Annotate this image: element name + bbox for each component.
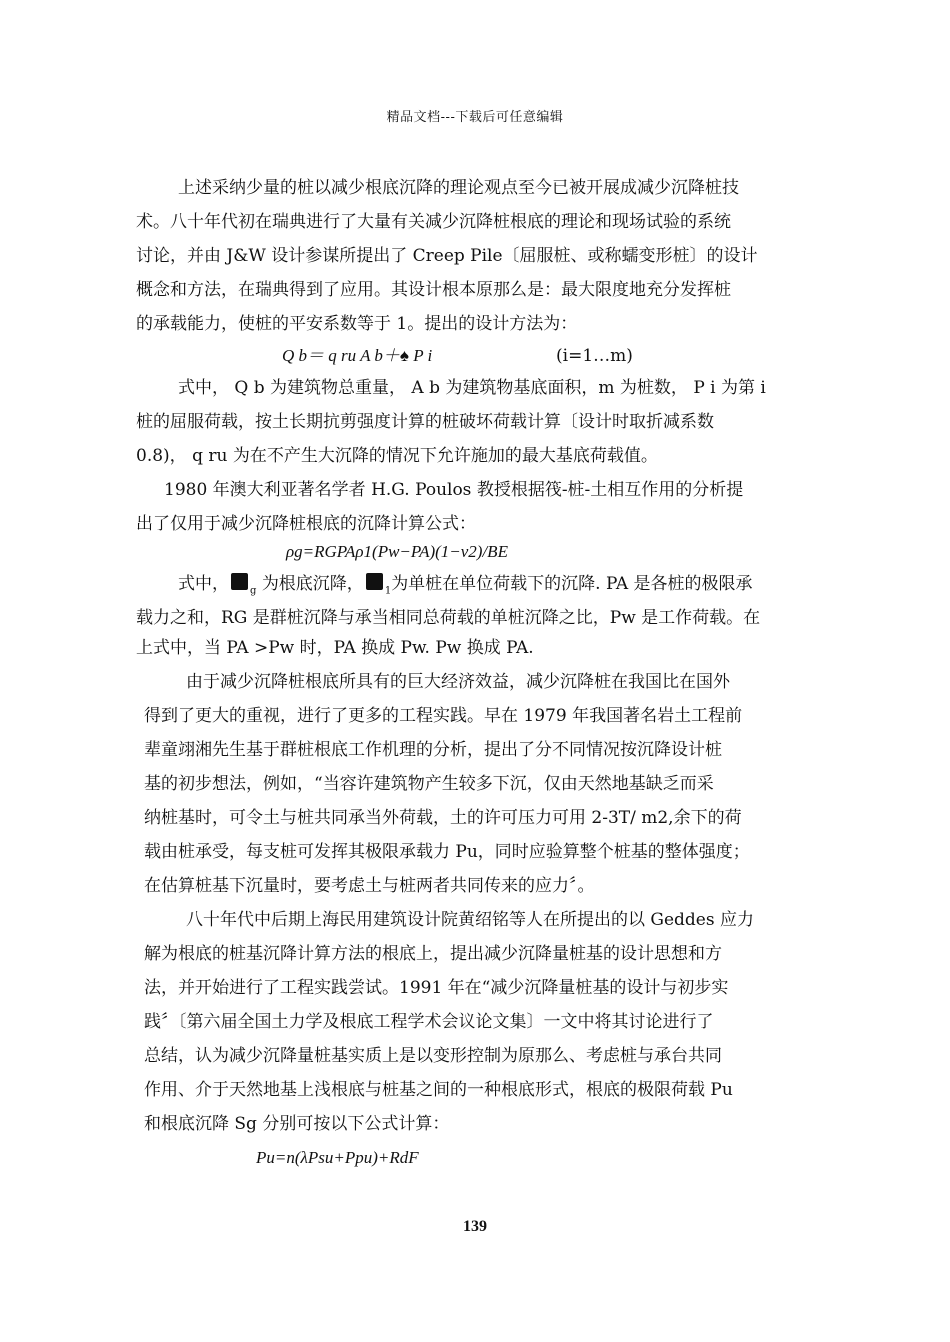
text-line: 出了仅用于减少沉降桩根底的沉降计算公式： [136, 514, 476, 534]
text-line: 由于减少沉降桩根底所具有的巨大经济效益，减少沉降桩在我国比在国外 [186, 672, 730, 692]
text-line: 术。八十年代初在瑞典进行了大量有关减少沉降桩根底的理论和现场试验的系统 [136, 212, 731, 232]
page-header: 精品文档---下载后可任意编辑 [386, 110, 564, 125]
formula-range: (i=1…m) [556, 346, 633, 366]
symbol-box-icon [366, 573, 383, 590]
text-segment: 为根底沉降， [261, 574, 364, 594]
symbol-box-icon [231, 573, 248, 590]
page-number: 139 [463, 1218, 487, 1235]
text-line: 在估算桩基下沉量时，要考虑土与桩两者共同传来的应力〞。 [144, 876, 595, 896]
text-line: 上述采纳少量的桩以减少根底沉降的理论观点至今已被开展成减少沉降桩技 [178, 178, 739, 198]
formula-creep-pile: Q b＝ q ru A b＋♠ P i [282, 346, 433, 365]
text-line: 作用、介于天然地基上浅根底与桩基之间的一种根底形式，根底的极限荷载 Pu [144, 1080, 733, 1100]
formula-poulos: ρg=RGPAρ1(Pw−PA)(1−ν2)/BE [286, 542, 508, 561]
text-line: 讨论，并由 J&W 设计参谋所提出了 Creep Pile〔屈服桩、或称蠕变形桩〕的设计 [136, 246, 758, 266]
text-line: 载力之和，RG 是群桩沉降与承当相同总荷载的单桩沉降之比，Pw 是工作荷载。在 [136, 608, 761, 628]
text-line: 载由桩承受，每支桩可发挥其极限承载力 Pu，同时应验算整个桩基的整体强度； [144, 842, 750, 862]
formula-ultimate-load: Pu=n(λPsu+Ppu)+RdF [256, 1148, 419, 1167]
text-line: 解为根底的桩基沉降计算方法的根底上，提出减少沉降量桩基的设计思想和方 [144, 944, 722, 964]
text-line: 和根底沉降 Sg 分别可按以下公式计算： [144, 1114, 450, 1134]
text-segment: 为单桩在单位荷载下的沉降. PA 是各桩的极限承 [391, 574, 753, 594]
text-line: 基的初步想法，例如，“当容许建筑物产生较多下沉，仅由天然地基缺乏而采 [144, 774, 714, 794]
text-lead: 式中， [178, 574, 229, 594]
text-line: 上式中，当 PA >Pw 时，PA 换成 Pw. Pw 换成 PA. [136, 638, 534, 658]
text-line: 式中， Q b 为建筑物总重量， A b 为建筑物基底面积，m 为桩数， P i 为第 i [178, 378, 766, 398]
text-line: 0.8)， q ru 为在不产生大沉降的情况下允许施加的最大基底荷载值。 [136, 446, 658, 466]
text-line: 得到了更大的重视，进行了更多的工程实践。早在 1979 年我国著名岩土工程前 [144, 706, 743, 726]
text-line: 法，并开始进行了工程实践尝试。1991 年在“减少沉降量桩基的设计与初步实 [144, 978, 729, 998]
text-line: 式中， $_g$ 为根底沉降， $_1$为单桩在单位荷载下的沉降. PA 是各桩的极限承 [178, 574, 753, 597]
text-line: 践〞〔第六届全国土力学及根底工程学术会议论文集〕一文中将其讨论进行了 [144, 1012, 714, 1032]
text-line: 桩的屈服荷载，按土长期抗剪强度计算的桩破坏荷载计算〔设计时取折减系数 [136, 412, 714, 432]
text-line: 辈童翊湘先生基于群桩根底工作机理的分析，提出了分不同情况按沉降设计桩 [144, 740, 722, 760]
text-line: 概念和方法，在瑞典得到了应用。其设计根本原那么是：最大限度地充分发挥桩 [136, 280, 731, 300]
text-line: 的承载能力，使桩的平安系数等于 1。提出的设计方法为： [136, 314, 578, 334]
text-line: 八十年代中后期上海民用建筑设计院黄绍铭等人在所提出的以 Geddes 应力 [186, 910, 754, 930]
text-line: 总结，认为减少沉降量桩基实质上是以变形控制为原那么、考虑桩与承台共同 [144, 1046, 722, 1066]
text-line: 纳桩基时，可令土与桩共同承当外荷载，土的许可压力可用 2-3T/ m2,余下的荷 [144, 808, 742, 828]
text-line: 1980 年澳大利亚著名学者 H.G. Poulos 教授根据筏-桩-土相互作用的分析提 [164, 480, 744, 500]
